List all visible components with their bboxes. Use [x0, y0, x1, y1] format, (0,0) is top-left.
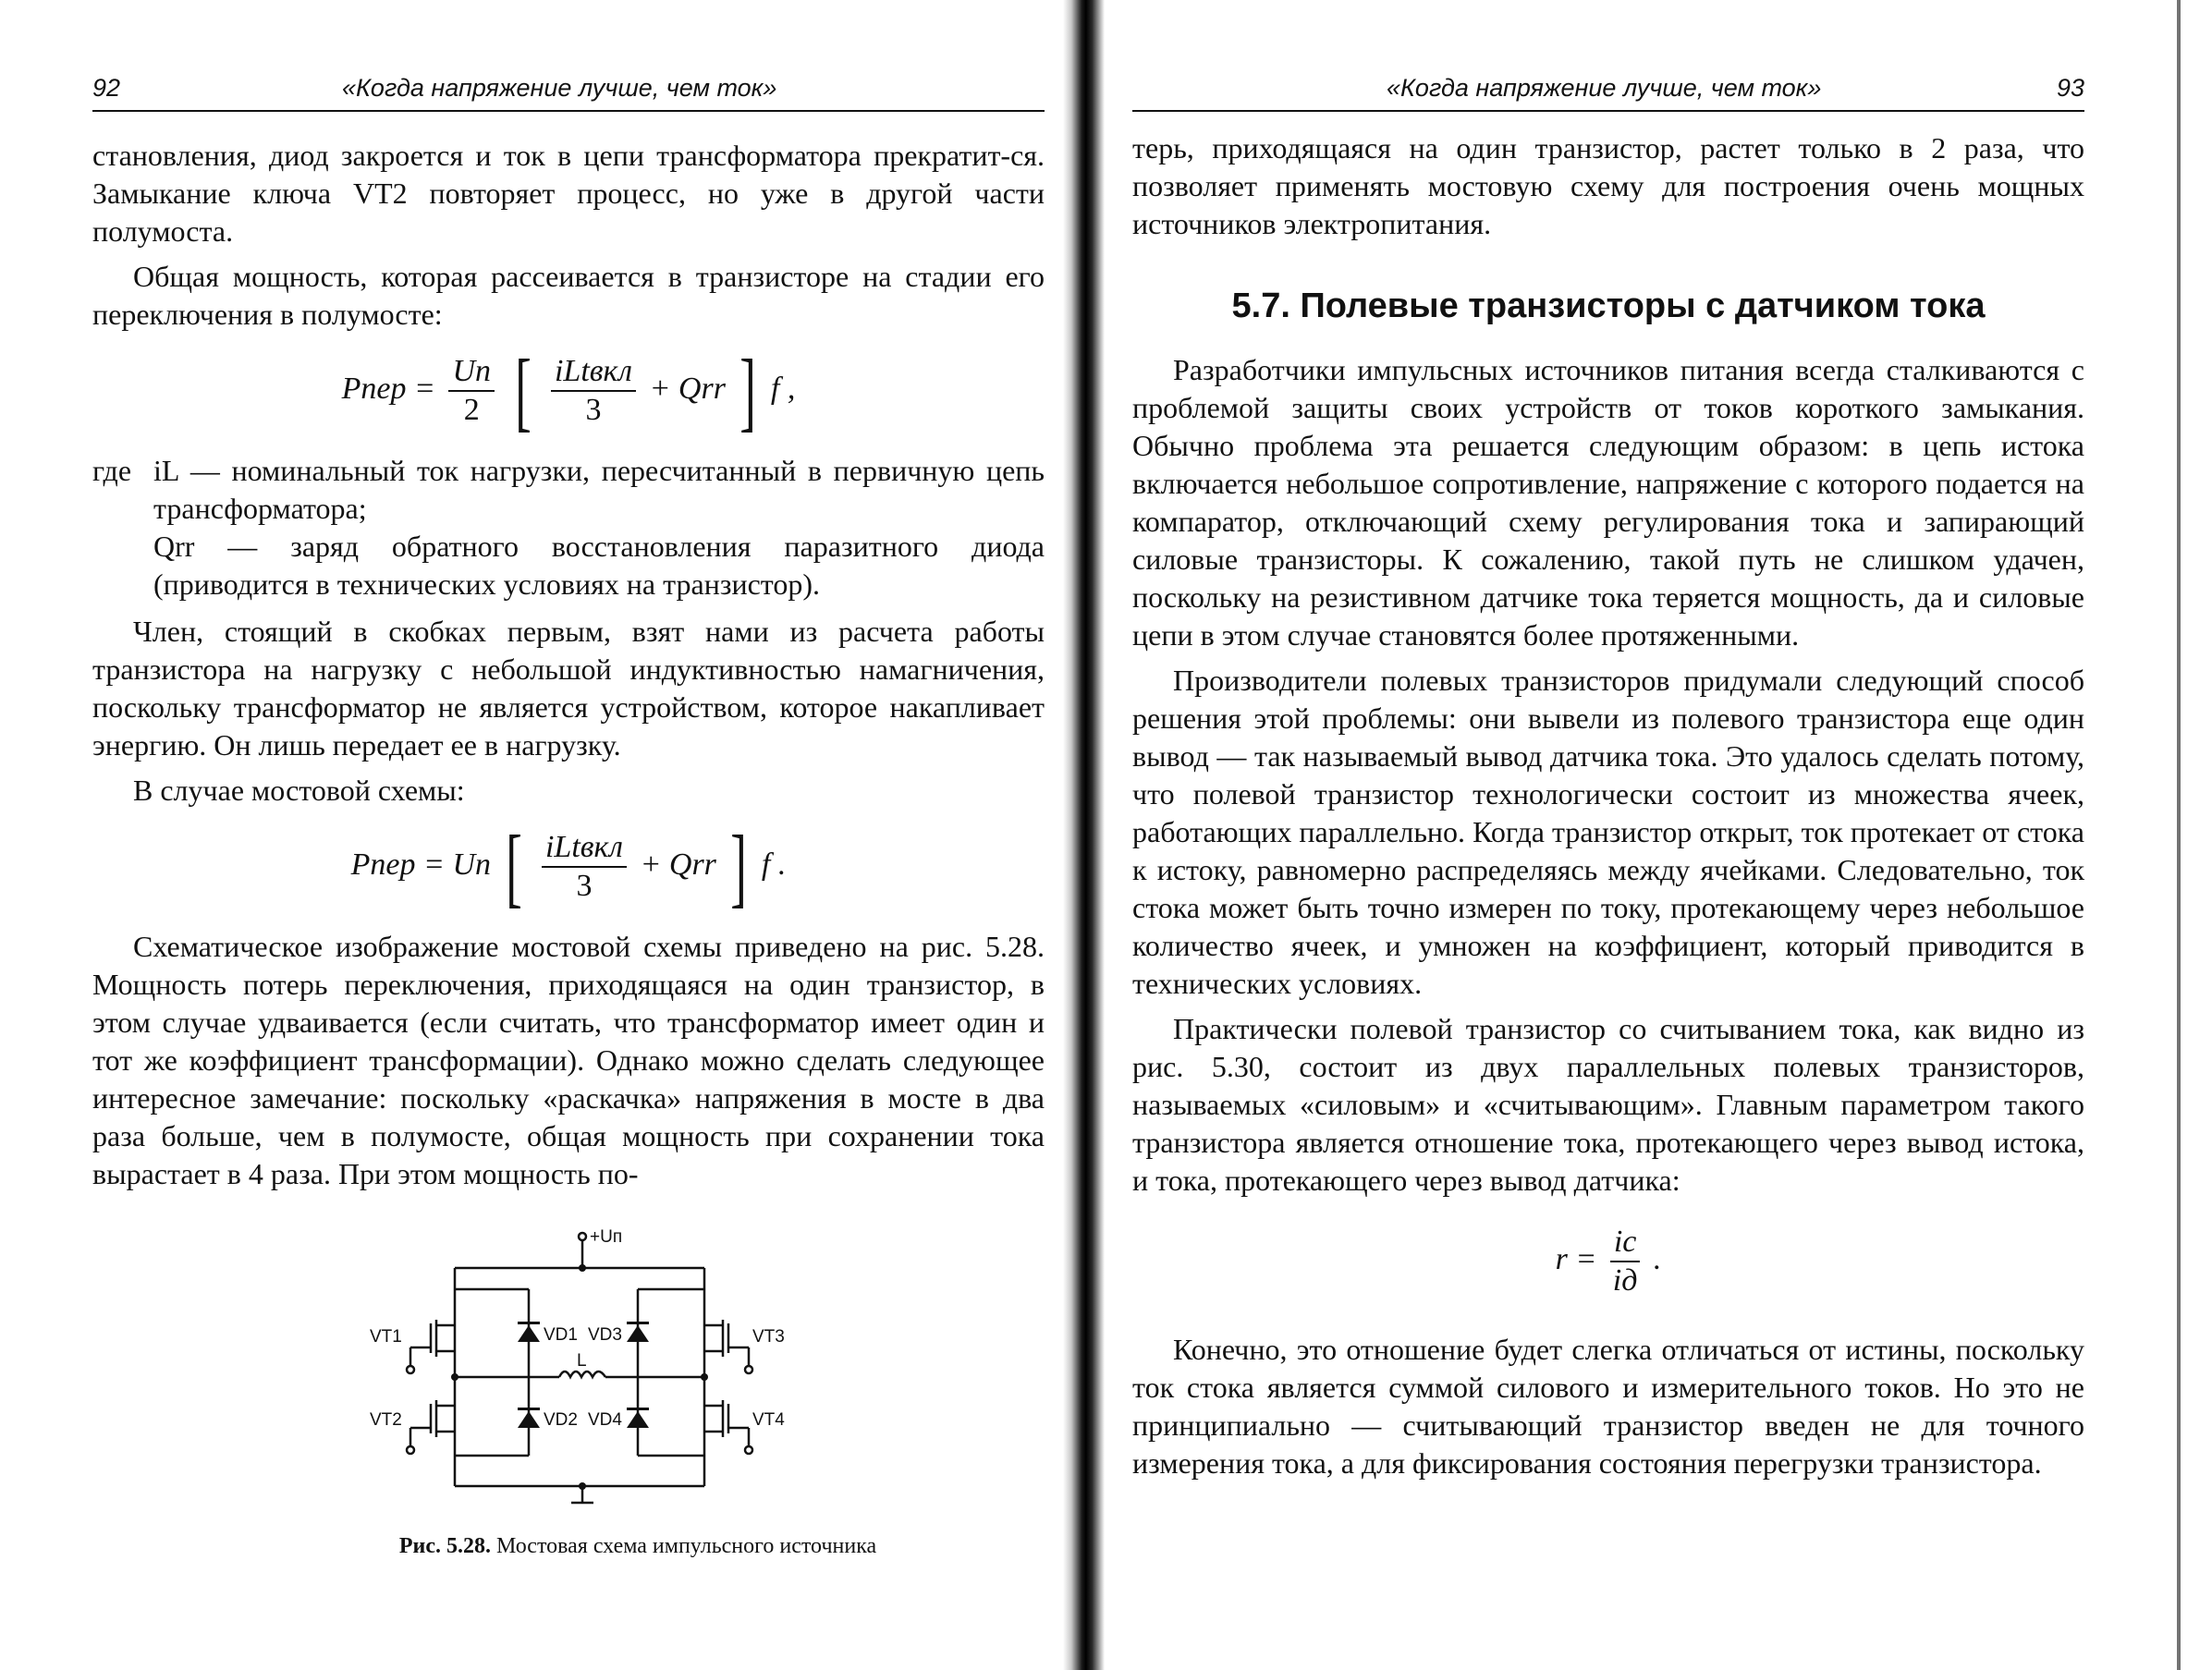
left-page: [0, 0, 1063, 1670]
formula2-lhs: Pпер = Uп: [350, 847, 491, 882]
right-paragraph-5: Конечно, это отношение будет слегка отличаться от истины, поскольку ток стока является суммой силового и измерительного токов. Но это не принципиально — считывающий транзистор введен не для точного измерения тока, а для фиксирования состояния перегрузки транзистора.: [1132, 1333, 2084, 1480]
formula2-inner: $\frac{\text{iLtвкл}}{3}$: [542, 829, 627, 905]
formula1-tail: f ,: [770, 371, 796, 406]
left-paragraph-1: становления, диод закроется и ток в цепи трансформатора прекратит-ся. Замыкание ключа VT2 повторяет процесс, но уже в другой части полумоста.: [92, 139, 1045, 248]
formula1-inner: $\frac{\text{iLtвкл}}{3}$: [551, 353, 636, 429]
formula3-lhs: r =: [1555, 1241, 1597, 1276]
right-running-title: «Когда напряжение лучше, чем ток»: [1387, 74, 1822, 102]
label-vt2: VT2: [370, 1410, 402, 1430]
formula1-lhs: Pпер =: [341, 371, 435, 406]
left-paragraph-3: Член, стоящий в скобках первым, взят нами из расчета работы транзистора на нагрузку с небольшой индуктивностью намагничения, поскольку трансформатор не является устройством, которое накапливает энергию. Он лишь передает ее в нагрузку.: [92, 615, 1045, 762]
left-paragraph-2: Общая мощность, которая рассеивается в транзисторе на стадии его переключения в полумосте:: [92, 260, 1045, 331]
label-vt4: VT4: [752, 1410, 785, 1430]
bridge-circuit-diagram: [370, 1220, 795, 1525]
formula2-tail: f .: [761, 847, 787, 882]
formula1-coef: $\frac{Uп}{2}$: [448, 353, 495, 429]
right-paragraph-1: терь, приходящаяся на один транзистор, растет только в 2 раза, что позволяет применять мостовую схему для построения очень мощных источников электропитания.: [1132, 131, 2084, 240]
variable-definitions: [92, 452, 1045, 603]
label-vt3: VT3: [752, 1327, 785, 1347]
left-header-rule: [92, 110, 1045, 112]
label-vd3: VD3: [588, 1325, 622, 1345]
definition-il: iL — номинальный ток нагрузки, пересчитанный в первичную цепь трансформатора;: [153, 454, 1045, 525]
left-running-title: «Когда напряжение лучше, чем ток»: [342, 74, 777, 102]
label-vd1: VD1: [544, 1325, 578, 1345]
left-page-number: 92: [92, 74, 121, 102]
definition-qrr: Qrr — заряд обратного восстановления паразитного диода (приводится в технических условиях на транзистор).: [153, 530, 1045, 601]
formula-full-bridge: Pпер = Uп [ $\frac{\text{iLtвкл}}{3}$ + Qrr ] f .: [350, 817, 787, 916]
caption-text: Мостовая схема импульсного источника: [495, 1534, 877, 1558]
caption-label: Рис. 5.28.: [398, 1534, 491, 1558]
page-edge: [2177, 0, 2181, 1670]
label-vd4: VD4: [588, 1410, 622, 1430]
definitions-lead: где: [92, 454, 132, 487]
formula-ratio: [1132, 1224, 2084, 1299]
right-header-rule: [1132, 110, 2084, 112]
section-title: 5.7. Полевые транзисторы с датчиком тока: [1231, 286, 1986, 325]
label-vt1: VT1: [370, 1327, 402, 1347]
book-spine: [1063, 0, 1105, 1670]
right-page: [1105, 0, 2212, 1670]
label-inductor: L: [577, 1351, 587, 1371]
formula3-tail: .: [1653, 1241, 1662, 1276]
left-body: [92, 137, 1045, 1201]
supply-label: +Uп: [590, 1227, 623, 1247]
right-page-number: 93: [2057, 74, 2085, 102]
right-body: [1132, 129, 2084, 1490]
left-paragraph-4: В случае мостовой схемы:: [133, 774, 465, 807]
right-paragraph-4: Практически полевой транзистор со считыванием тока, как видно из рис. 5.30, состоит из двух параллельных полевых транзисторов, называемых «силовым» и «считывающим». Главным параметром такого транзистора является отношение тока, протекающего через вывод истока, и тока, протекающего через вывод датчика:: [1132, 1012, 2084, 1197]
formula2-qrr: + Qrr: [640, 847, 716, 882]
left-paragraph-5: Схематическое изображение мостовой схемы приведено на рис. 5.28. Мощность потерь переключения, приходящаяся на один транзистор, в этом случае удваивается (если считать, что трансформатор имеет один и тот же коэффициент трансформации). Однако можно сделать следующее интересное замечание: поскольку «раскачка» напряжения в мосте в два раза больше, чем в полумосте, общая мощность при сохранении тока вырастает в 4 раза. При этом мощность по-: [92, 930, 1045, 1190]
right-paragraph-2: Разработчики импульсных источников питания всегда сталкиваются с проблемой защиты своих устройств от токов короткого замыкания. Обычно проблема эта решается следующим образом: в цепь истока включается небольшое сопротивление, напряжение с которого подается на компаратор, отключающий схему регулирования тока и запирающий силовые транзисторы. К сожалению, такой путь не слишком удачен, поскольку на резистивном датчике тока теряется мощность, да и силовые цепи в этом случае становятся более протяженными.: [1132, 353, 2084, 652]
formula-half-bridge: Pпер = $\frac{Uп}{2}$ [ $\frac{\text{iLtвкл}}{3}$ + Qrr ] f ,: [341, 341, 796, 440]
formula1-qrr: + Qrr: [649, 371, 726, 406]
figure-caption: [296, 1534, 980, 1559]
formula3-fraction: $\frac{ic}{iд}$: [1610, 1224, 1641, 1299]
right-paragraph-3: Производители полевых транзисторов придумали следующий способ решения этой проблемы: они вывели из полевого транзистора еще один вывод — так называемый вывод датчика тока. Это удалось сделать потому, что полевой транзистор технологически состоит из множества ячеек, работающих параллельно. Когда транзистор открыт, ток протекает от стока к истоку, равномерно распределяясь между ячейками. Следовательно, ток стока может быть точно измерен по току, протекающему через небольшое количество ячеек, и умножен на коэффициент, который приводится в технических условиях.: [1132, 664, 2084, 1000]
label-vd2: VD2: [544, 1410, 578, 1430]
